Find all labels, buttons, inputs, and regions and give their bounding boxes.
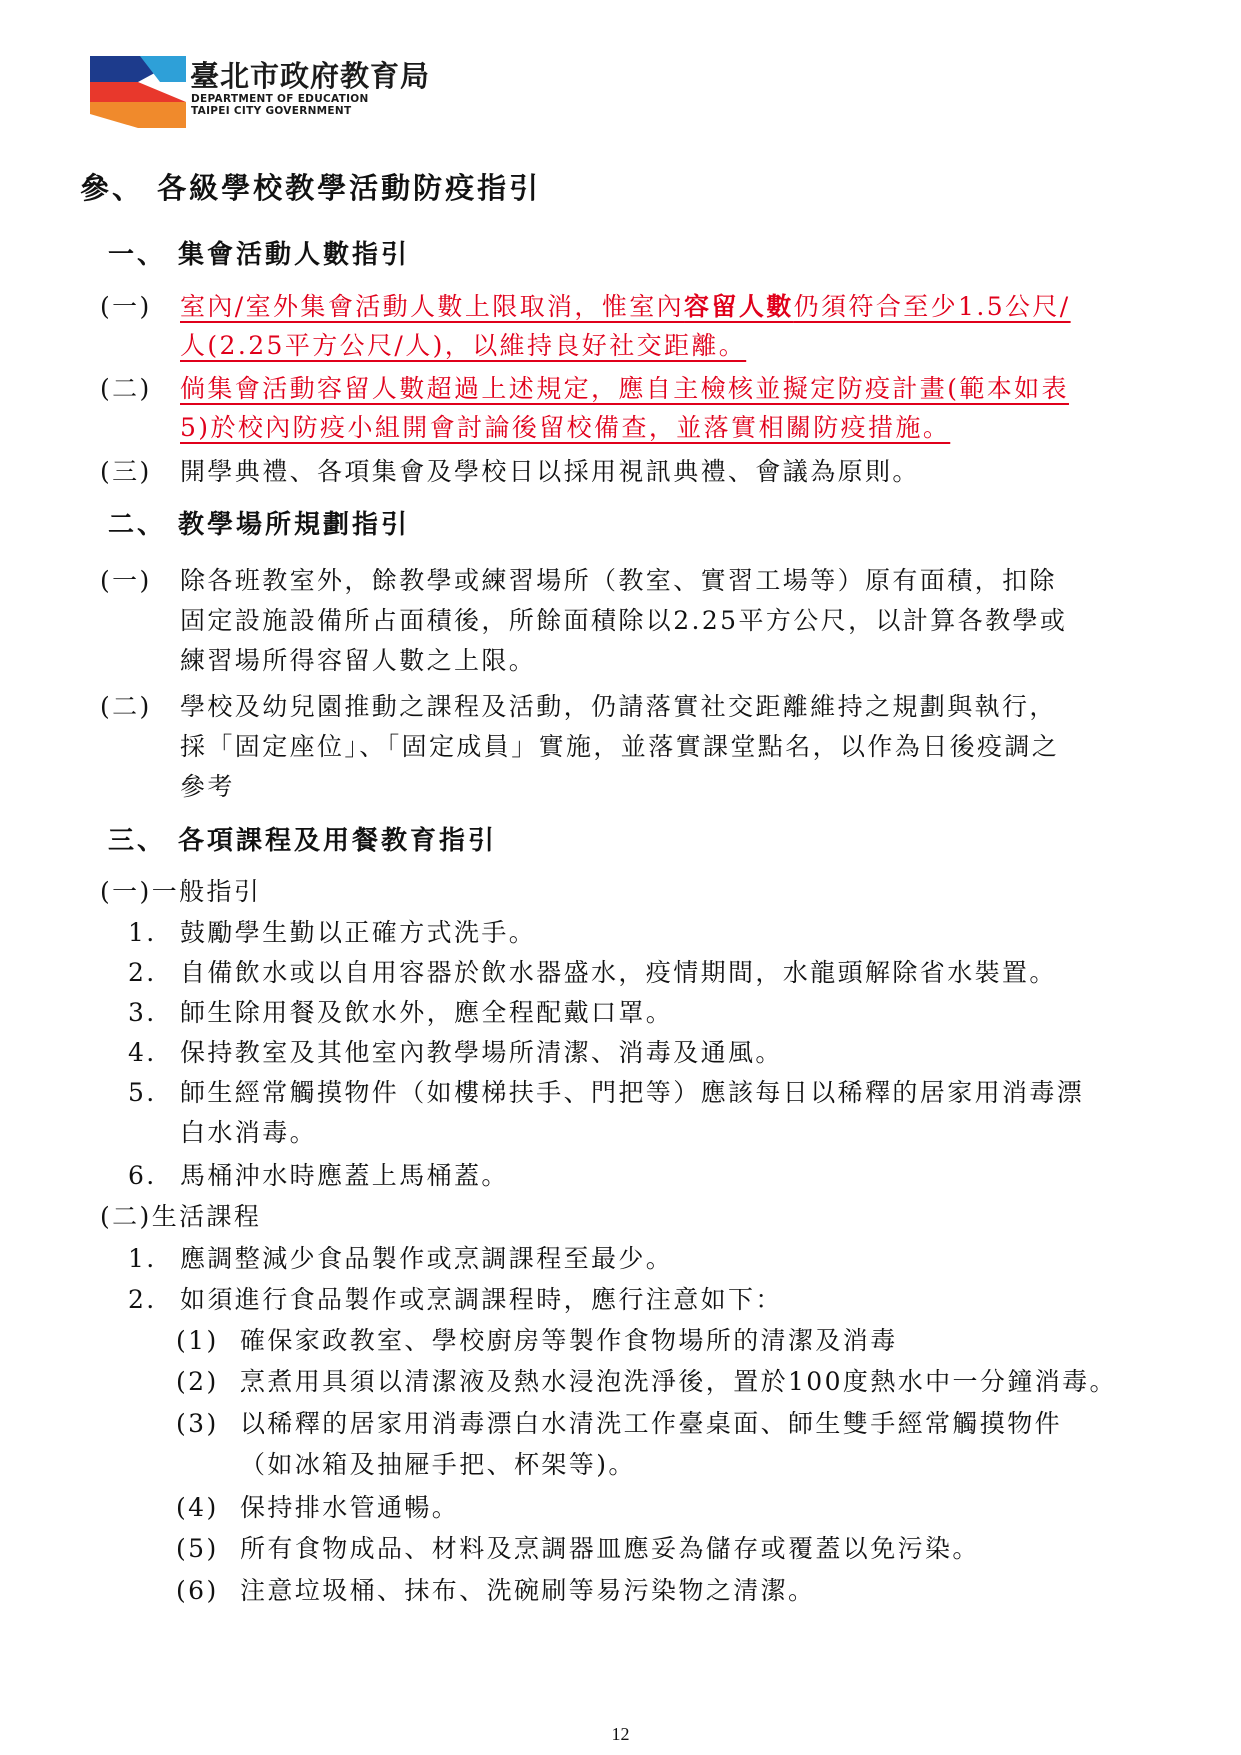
org-name-en-line2: TAIPEI CITY GOVERNMENT — [191, 105, 352, 117]
g1-item-text: 馬桶沖水時應蓋上馬桶蓋。 — [180, 1161, 509, 1190]
sub-item-text: 所有食物成品、材料及烹調器皿應妥為儲存或覆蓋以免污染。 — [240, 1534, 980, 1563]
g1-item-num: 3. — [128, 998, 157, 1027]
s1-item3-text: 開學典禮、各項集會及學校日以採用視訊典禮、會議為原則。 — [180, 457, 920, 486]
sub-item-num: (6) — [176, 1576, 219, 1605]
g1-item-num: 5. — [128, 1078, 157, 1107]
s3-group2-heading: (二)生活課程 — [100, 1202, 262, 1231]
sub-item3-continuation: （如冰箱及抽屜手把、杯架等)。 — [240, 1450, 636, 1479]
s3-group1-heading: (一)一般指引 — [100, 877, 262, 906]
s1-item3-marker: (三) — [100, 457, 152, 486]
sub-item-num: (2) — [176, 1367, 219, 1396]
sub-item-text: 烹煮用具須以清潔液及熱水浸泡洗淨後，置於100度熱水中一分鐘消毒。 — [240, 1367, 1117, 1396]
s1-item2-line1: 倘集會活動容留人數超過上述規定，應自主檢核並擬定防疫計畫(範本如表 — [180, 374, 1069, 403]
s2-item2-line1: 學校及幼兒園推動之課程及活動，仍請落實社交距離維持之規劃與執行， — [180, 692, 1057, 721]
g2-item-text: 如須進行食品製作或烹調課程時，應行注意如下： — [180, 1285, 783, 1314]
org-name-zh: 臺北市政府教育局 — [190, 59, 431, 93]
g1-item-text: 自備飲水或以自用容器於飲水器盛水，疫情期間，水龍頭解除省水裝置。 — [180, 958, 1057, 987]
s1-item1-line1: 室內/室外集會活動人數上限取消，惟室內容留人數仍須符合至少1.5公尺/ — [180, 292, 1071, 321]
sub-item-text: 注意垃圾桶、抹布、洗碗刷等易污染物之清潔。 — [240, 1576, 816, 1605]
g1-item-num: 2. — [128, 958, 157, 987]
g2-item-num: 2. — [128, 1285, 157, 1314]
s2-item2-line2: 採「固定座位」、「固定成員」實施，並落實課堂點名，以作為日後疫調之 — [180, 732, 1060, 761]
g1-item-num: 4. — [128, 1038, 157, 1067]
s2-item1-line1: 除各班教室外，餘教學或練習場所（教室、實習工場等）原有面積，扣除 — [180, 566, 1057, 595]
sub-item-text: 以稀釋的居家用消毒漂白水清洗工作臺桌面、師生雙手經常觸摸物件 — [240, 1409, 1063, 1438]
g1-item-text: 師生除用餐及飲水外，應全程配戴口罩。 — [180, 998, 674, 1027]
sub-item-num: (1) — [176, 1326, 219, 1355]
subsection-heading-3: 三、 各項課程及用餐教育指引 — [108, 826, 498, 856]
g2-item-num: 1. — [128, 1244, 157, 1273]
sub-item-num: (5) — [176, 1534, 219, 1563]
section-title: 參、 各級學校教學活動防疫指引 — [80, 171, 542, 205]
s1-item2-marker: (二) — [100, 374, 152, 403]
s1-item1-line2: 人(2.25平方公尺/人)，以維持良好社交距離。 — [180, 331, 747, 360]
department-logo-icon — [90, 44, 186, 134]
g2-item-text: 應調整減少食品製作或烹調課程至最少。 — [180, 1244, 674, 1273]
g1-item-text: 師生經常觸摸物件（如樓梯扶手、門把等）應該每日以稀釋的居家用消毒漂 — [180, 1078, 1085, 1107]
g1-item-num: 1. — [128, 918, 157, 947]
sub-item-text: 確保家政教室、學校廚房等製作食物場所的清潔及消毒 — [240, 1326, 898, 1355]
subsection-heading-2: 二、 教學場所規劃指引 — [108, 510, 411, 540]
s2-item1-line3: 練習場所得容留人數之上限。 — [180, 646, 537, 675]
page-number: 12 — [611, 1724, 630, 1744]
g1-item-text: 保持教室及其他室內教學場所清潔、消毒及通風。 — [180, 1038, 783, 1067]
s2-item1-marker: (一) — [100, 566, 152, 595]
s1-item2-line2: 5)於校內防疫小組開會討論後留校備查，並落實相關防疫措施。 — [180, 413, 951, 442]
sub-item-num: (3) — [176, 1409, 219, 1438]
header-logo — [90, 44, 490, 134]
sub-item-text: 保持排水管通暢。 — [240, 1493, 460, 1522]
g1-item-num: 6. — [128, 1161, 157, 1190]
subsection-heading-1: 一、 集會活動人數指引 — [108, 240, 411, 270]
s2-item2-line3: 參考 — [180, 772, 235, 801]
s2-item1-line2: 固定設施設備所占面積後，所餘面積除以2.25平方公尺，以計算各教學或 — [180, 606, 1068, 635]
g1-item-text: 鼓勵學生勤以正確方式洗手。 — [180, 918, 537, 947]
s1-item1-emphasis: 容留人數 — [684, 292, 794, 321]
org-name-en-line1: DEPARTMENT OF EDUCATION — [191, 93, 369, 105]
sub-item-num: (4) — [176, 1493, 219, 1522]
s1-item1-marker: (一) — [100, 292, 152, 321]
g1-item5-continuation: 白水消毒。 — [180, 1118, 318, 1147]
s2-item2-marker: (二) — [100, 692, 152, 721]
